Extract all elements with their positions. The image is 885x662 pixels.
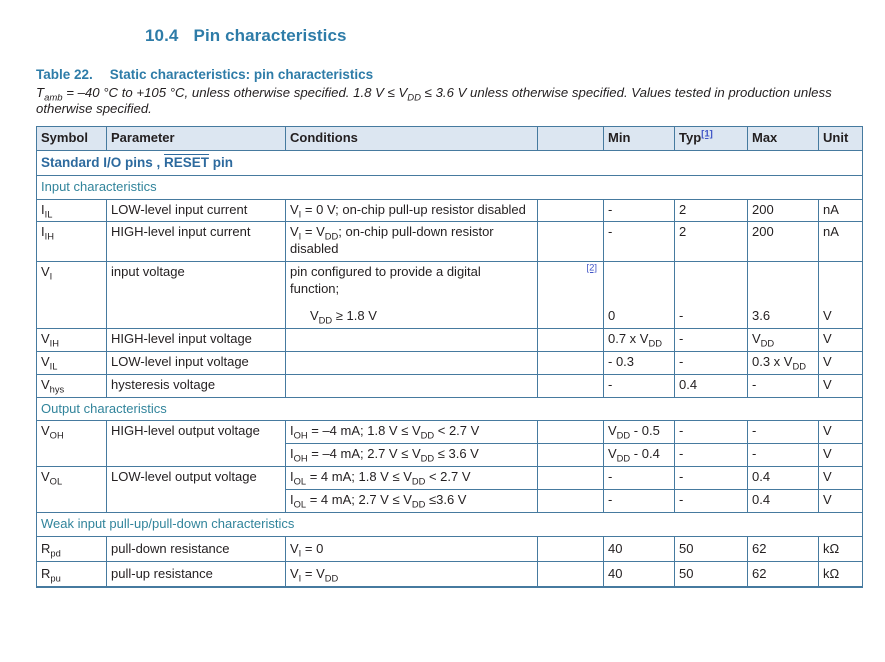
- table-cell: V: [819, 467, 863, 490]
- table-cell: -: [748, 444, 819, 467]
- table-cell: $R_{pu}$: [37, 561, 107, 586]
- table-cell: V: [819, 351, 863, 374]
- table-cell: Output characteristics: [37, 397, 863, 421]
- table-cell: 0.4: [675, 374, 748, 397]
- table-cell: 40: [604, 536, 675, 561]
- table-cell: V: [819, 421, 863, 444]
- table-cell: [538, 467, 604, 490]
- table-cell: [538, 374, 604, 397]
- table-cell: hysteresis voltage: [107, 374, 286, 397]
- table-cell: $V_{IH}$: [37, 328, 107, 351]
- column-header: [538, 127, 604, 151]
- table-cell: $V_{hys}$: [37, 374, 107, 397]
- table-cell: [538, 199, 604, 222]
- table-cell: HIGH-level output voltage: [107, 421, 286, 467]
- table-cell: 50: [675, 536, 748, 561]
- table-cell: -: [675, 444, 748, 467]
- table-cell: Input characteristics: [37, 175, 863, 199]
- table-cell: HIGH-level input voltage: [107, 328, 286, 351]
- table-cell: V: [819, 444, 863, 467]
- table-row: [37, 328, 863, 351]
- table-note: $T_{amb} = -40$ °C to +105 °C, unless otherwise specified. 1.8 $V \le V_{DD} \le 3.6$ V unless otherwise specified. Values tested in production unless otherwise specified.: [36, 85, 832, 117]
- table-cell: 200: [748, 199, 819, 222]
- table-cell: $V_I = 0$ V; on-chip pull-up resistor disabled: [286, 199, 538, 222]
- table-cell: -: [675, 490, 748, 513]
- table-cell: -: [675, 351, 748, 374]
- table-section-row: [37, 512, 863, 536]
- table-cell: 0.4: [748, 467, 819, 490]
- table-cell: [538, 421, 604, 444]
- column-header: Max: [748, 127, 819, 151]
- overline-text: RESET: [164, 155, 210, 171]
- table-cell: pull-down resistance: [107, 536, 286, 561]
- table-section-row: [37, 151, 863, 176]
- column-header: Min: [604, 127, 675, 151]
- table-cell: [538, 262, 604, 329]
- table-cell: V: [819, 328, 863, 351]
- table-cell: -: [675, 421, 748, 444]
- column-header: Unit: [819, 127, 863, 151]
- section-title: Pin characteristics: [193, 26, 347, 45]
- table-caption-label: Table 22.: [36, 67, 93, 82]
- table-cell: -: [604, 490, 675, 513]
- table-cell: $I_{OH} = -4$ mA; 2.7 $V \le V_{DD} \le 3.6$ V: [286, 444, 538, 467]
- table-cell: -: [748, 421, 819, 444]
- table-cell: 0.4: [748, 490, 819, 513]
- footnote-link[interactable]: [2]: [586, 262, 597, 274]
- table-cell: V: [819, 490, 863, 513]
- table-cell: 2: [675, 199, 748, 222]
- table-cell: 0.7 x $V_{DD}$: [604, 328, 675, 351]
- table-cell: $V_{DD} - 0.4$: [604, 444, 675, 467]
- table-cell: nA: [819, 222, 863, 262]
- pin-characteristics-table: [36, 126, 863, 587]
- table-cell: $I_{OH} = -4$ mA; 1.8 $V \le V_{DD} < 2.7$ V: [286, 421, 538, 444]
- table-cell: - 0.3: [604, 351, 675, 374]
- table-cell: -: [675, 262, 748, 329]
- table-cell: 3.6: [748, 262, 819, 329]
- table-cell: input voltage: [107, 262, 286, 329]
- table-cell: [286, 328, 538, 351]
- table-cell: $I_{OL} = 4$ mA; 1.8 $V \le V_{DD} < 2.7$ V: [286, 467, 538, 490]
- section-number: 10.4: [145, 26, 179, 45]
- table-cell: V: [819, 262, 863, 329]
- table-row: [37, 374, 863, 397]
- table-cell: [286, 351, 538, 374]
- table-cell: [538, 490, 604, 513]
- table-row: [37, 421, 863, 444]
- table-cell: 62: [748, 536, 819, 561]
- table-row: [37, 262, 863, 329]
- table-row: [37, 467, 863, 490]
- table-cell: 62: [748, 561, 819, 586]
- table-cell: $R_{pd}$: [37, 536, 107, 561]
- table-cell: 2: [675, 222, 748, 262]
- table-cell: V: [819, 374, 863, 397]
- table-cell: pull-up resistance: [107, 561, 286, 586]
- table-row: [37, 536, 863, 561]
- table-cell: 40: [604, 561, 675, 586]
- table-cell: [538, 444, 604, 467]
- column-header: Typ[1]: [675, 127, 748, 151]
- table-cell: $I_{IL}$: [37, 199, 107, 222]
- table-cell: [538, 536, 604, 561]
- table-cell: kΩ: [819, 561, 863, 586]
- table-cell: nA: [819, 199, 863, 222]
- table-caption: [36, 67, 862, 82]
- table-cell: $V_I$: [37, 262, 107, 329]
- table-caption-title: Static characteristics: pin characteristics: [109, 67, 374, 82]
- table-row: [37, 222, 863, 262]
- table-cell: -: [604, 199, 675, 222]
- table-cell: $V_I = 0$: [286, 536, 538, 561]
- table-cell: $I_{IH}$: [37, 222, 107, 262]
- table-cell: Standard I/O pins , RESET pin: [37, 151, 863, 176]
- table-row: [37, 351, 863, 374]
- table-section-row: [37, 175, 863, 199]
- table-cell: $V_{DD}$: [748, 328, 819, 351]
- table-cell: [286, 374, 538, 397]
- table-section-row: [37, 397, 863, 421]
- table-cell: -: [604, 467, 675, 490]
- column-header: Conditions: [286, 127, 538, 151]
- table-cell: Weak input pull-up/pull-down characteristics: [37, 512, 863, 536]
- table-cell: -: [604, 374, 675, 397]
- table-cell: [538, 351, 604, 374]
- table-row: [37, 199, 863, 222]
- table-cell: LOW-level input voltage: [107, 351, 286, 374]
- table-cell: -: [604, 222, 675, 262]
- table-cell: -: [675, 467, 748, 490]
- table-cell: $V_{OL}$: [37, 467, 107, 513]
- table-cell: [538, 561, 604, 586]
- table-cell: $I_{OL} = 4$ mA; 2.7 $V \le V_{DD} \le 3.6$ V: [286, 490, 538, 513]
- table-cell: $V_{IL}$: [37, 351, 107, 374]
- footnote-link[interactable]: [1]: [701, 128, 713, 140]
- table-cell: kΩ: [819, 536, 863, 561]
- column-header: Parameter: [107, 127, 286, 151]
- table-header-row: [37, 127, 863, 151]
- table-cell: pin configured to provide a digital function; $V_{DD} \ge 1.8$ V: [286, 262, 538, 329]
- table-cell: LOW-level output voltage: [107, 467, 286, 513]
- table-cell: $V_I = V_{DD}$: [286, 561, 538, 586]
- section-heading: [145, 26, 862, 46]
- table-cell: $V_I = V_{DD}$; on-chip pull-down resistor disabled: [286, 222, 538, 262]
- column-header: Symbol: [37, 127, 107, 151]
- table-cell: $V_{OH}$: [37, 421, 107, 467]
- table-cell: [538, 222, 604, 262]
- table-cell: 0: [604, 262, 675, 329]
- table-cell: 200: [748, 222, 819, 262]
- table-cell: -: [748, 374, 819, 397]
- table-cell: $V_{DD} - 0.5$: [604, 421, 675, 444]
- table-row: [37, 561, 863, 586]
- table-cell: 50: [675, 561, 748, 586]
- table-cell: -: [675, 328, 748, 351]
- table-cell: [538, 328, 604, 351]
- table-cell: LOW-level input current: [107, 199, 286, 222]
- table-cell: HIGH-level input current: [107, 222, 286, 262]
- table-cell: 0.3 x $V_{DD}$: [748, 351, 819, 374]
